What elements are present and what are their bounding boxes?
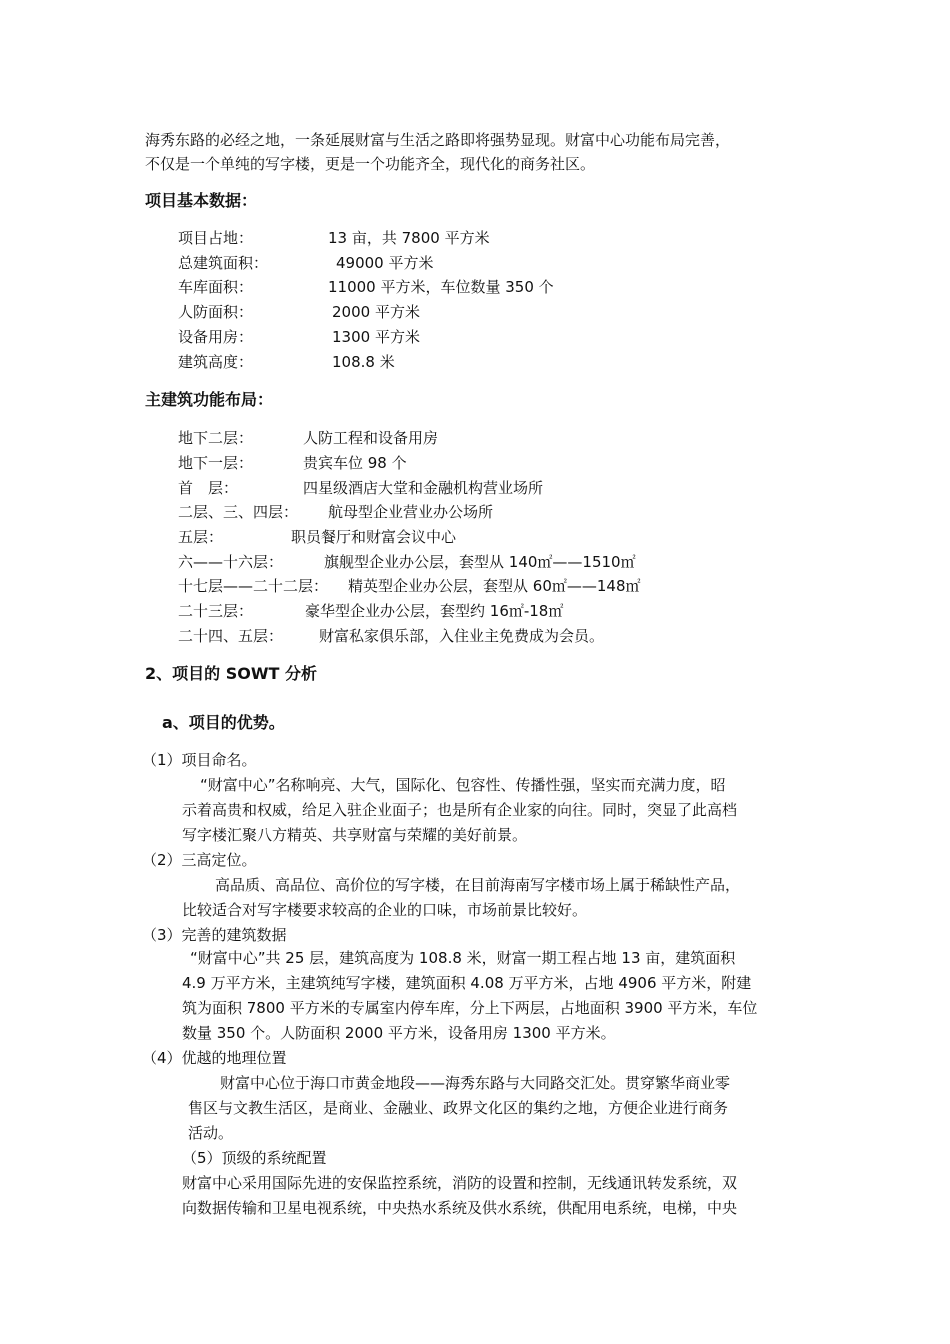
layout-value: 职员餐厅和财富会议中心 bbox=[291, 528, 457, 546]
basic-key: 总建筑面积： bbox=[178, 254, 269, 272]
point-title: （5）顶级的系统配置 bbox=[182, 1149, 327, 1167]
basic-value: 108.8 米 bbox=[332, 353, 395, 371]
layout-key: 首 层： bbox=[178, 479, 239, 497]
basic-key: 人防面积： bbox=[178, 303, 254, 321]
point-line: 售区与文教生活区，是商业、金融业、政界文化区的集约之地，方便企业进行商务 bbox=[188, 1099, 729, 1117]
layout-heading: 主建筑功能布局： bbox=[145, 390, 274, 409]
layout-key: 十七层——二十二层： bbox=[178, 577, 329, 595]
basic-value: 13 亩，共 7800 平方米 bbox=[328, 229, 490, 247]
layout-value: 航母型企业营业办公场所 bbox=[328, 503, 494, 521]
layout-value: 财富私家俱乐部，入住业主免费成为会员。 bbox=[319, 627, 605, 645]
basic-value: 1300 平方米 bbox=[332, 328, 420, 346]
point-line: 写字楼汇聚八方精英、共享财富与荣耀的美好前景。 bbox=[182, 826, 528, 844]
basic-key: 设备用房： bbox=[178, 328, 254, 346]
point-line: 4.9 万平方米，主建筑纯写字楼，建筑面积 4.08 万平方米，占地 4906 平方米，附建 bbox=[182, 974, 752, 992]
point-line: 示着高贵和权威，给足入驻企业面子；也是所有企业家的向往。同时，突显了此高档 bbox=[182, 801, 738, 819]
point-title: （2）三高定位。 bbox=[142, 851, 257, 869]
intro-line-1: 海秀东路的必经之地，一条延展财富与生活之路即将强势显现。财富中心功能布局完善， bbox=[145, 131, 731, 149]
point-title: （3）完善的建筑数据 bbox=[142, 926, 287, 944]
layout-key: 六——十六层： bbox=[178, 553, 284, 571]
layout-key: 地下二层： bbox=[178, 429, 254, 447]
layout-key: 二十四、五层： bbox=[178, 627, 284, 645]
point-line: 活动。 bbox=[188, 1124, 234, 1142]
point-line: 筑为面积 7800 平方米的专属室内停车库，分上下两层，占地面积 3900 平方米，车位 bbox=[182, 999, 758, 1017]
point-line: 比较适合对写字楼要求较高的企业的口味，市场前景比较好。 bbox=[182, 901, 588, 919]
layout-value: 豪华型企业办公层，套型约 16㎡-18㎡ bbox=[305, 602, 564, 620]
point-title: （4）优越的地理位置 bbox=[142, 1049, 287, 1067]
point-title: （1）项目命名。 bbox=[142, 751, 257, 769]
point-line: 向数据传输和卫星电视系统，中央热水系统及供水系统，供配用电系统，电梯，中央 bbox=[182, 1199, 738, 1217]
point-line: “财富中心”共 25 层，建筑高度为 108.8 米，财富一期工程占地 13 亩，建筑面积 bbox=[190, 949, 736, 967]
point-line: 数量 350 个。人防面积 2000 平方米，设备用房 1300 平方米。 bbox=[182, 1024, 616, 1042]
basic-key: 车库面积： bbox=[178, 278, 254, 296]
basic-value: 2000 平方米 bbox=[332, 303, 420, 321]
basic-value: 11000 平方米，车位数量 350 个 bbox=[328, 278, 554, 296]
layout-value: 贵宾车位 98 个 bbox=[303, 454, 407, 472]
point-line: “财富中心”名称响亮、大气，国际化、包容性、传播性强，坚实而充满力度，昭 bbox=[200, 776, 726, 794]
layout-key: 地下一层： bbox=[178, 454, 254, 472]
point-line: 财富中心位于海口市黄金地段——海秀东路与大同路交汇处。贯穿繁华商业零 bbox=[220, 1074, 731, 1092]
basic-key: 建筑高度： bbox=[178, 353, 254, 371]
layout-value: 旗舰型企业办公层，套型从 140㎡——1510㎡ bbox=[324, 553, 636, 571]
layout-key: 五层： bbox=[178, 528, 224, 546]
layout-value: 四星级酒店大堂和金融机构营业场所 bbox=[303, 479, 544, 497]
basic-data-heading: 项目基本数据： bbox=[145, 191, 258, 210]
basic-value: 49000 平方米 bbox=[336, 254, 434, 272]
layout-value: 人防工程和设备用房 bbox=[303, 429, 439, 447]
intro-line-2: 不仅是一个单纯的写字楼，更是一个功能齐全，现代化的商务社区。 bbox=[145, 155, 596, 173]
layout-key: 二十三层： bbox=[178, 602, 254, 620]
basic-key: 项目占地： bbox=[178, 229, 254, 247]
sowt-heading: 2、项目的 SOWT 分析 bbox=[145, 664, 317, 683]
point-line: 高品质、高品位、高价位的写字楼，在目前海南写字楼市场上属于稀缺性产品， bbox=[215, 876, 741, 894]
advantage-heading: a、项目的优势。 bbox=[162, 713, 285, 732]
layout-key: 二层、三、四层： bbox=[178, 503, 299, 521]
layout-value: 精英型企业办公层，套型从 60㎡——148㎡ bbox=[348, 577, 641, 595]
point-line: 财富中心采用国际先进的安保监控系统，消防的设置和控制，无线通讯转发系统，双 bbox=[182, 1174, 738, 1192]
